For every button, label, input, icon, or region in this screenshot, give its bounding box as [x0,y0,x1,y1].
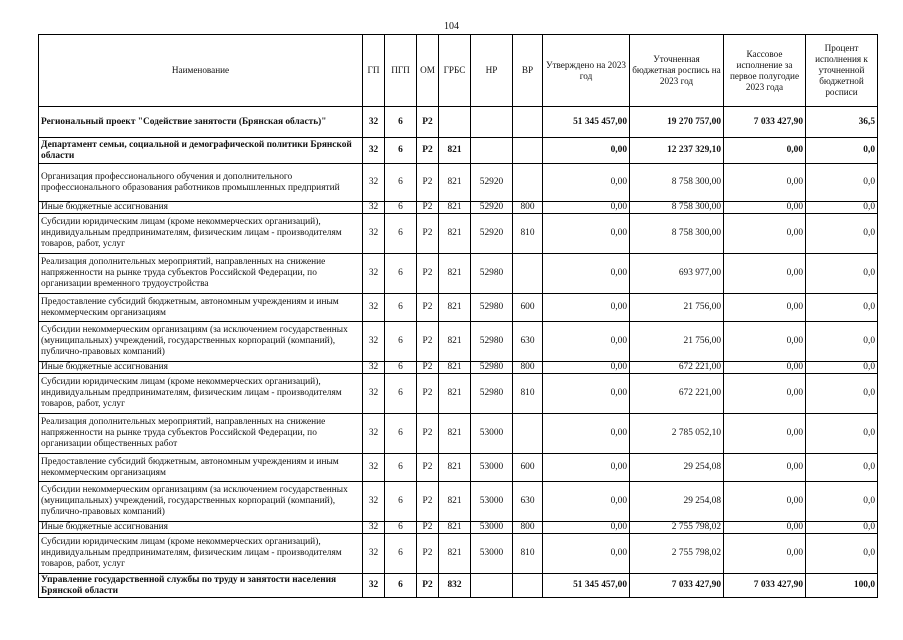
cell-om: P2 [417,414,439,454]
cell-nr [471,107,513,138]
cell-grbs: 821 [439,414,471,454]
cell-refined: 7 033 427,90 [630,574,724,598]
cell-grbs [439,107,471,138]
cell-refined: 21 756,00 [630,294,724,322]
cell-vr [513,254,543,294]
cell-vr: 800 [513,362,543,374]
cell-om: P2 [417,214,439,254]
cell-gp: 32 [363,414,385,454]
table-row [39,322,878,362]
cell-gp: 32 [363,164,385,202]
cell-om: P2 [417,362,439,374]
cell-gp: 32 [363,214,385,254]
cell-pgp: 6 [385,362,417,374]
cell-om: P2 [417,454,439,482]
cell-om: P2 [417,202,439,214]
cell-refined: 29 254,08 [630,482,724,522]
cell-approved: 0,00 [543,374,630,414]
cell-om: P2 [417,574,439,598]
header-grbs: ГРБС [439,35,471,107]
cell-grbs: 821 [439,202,471,214]
cell-pgp: 6 [385,322,417,362]
cell-grbs: 821 [439,138,471,164]
cell-percent: 0,0 [806,454,878,482]
cell-cash: 0,00 [724,138,806,164]
cell-pgp: 6 [385,138,417,164]
cell-cash: 0,00 [724,362,806,374]
cell-gp: 32 [363,534,385,574]
cell-pgp: 6 [385,202,417,214]
header-approved: Утверждено на 2023 год [543,35,630,107]
cell-om: P2 [417,254,439,294]
cell-gp: 32 [363,374,385,414]
table-row [39,254,878,294]
cell-nr: 53000 [471,534,513,574]
cell-refined: 2 755 798,02 [630,522,724,534]
cell-grbs: 821 [439,214,471,254]
cell-vr: 810 [513,214,543,254]
cell-vr: 810 [513,374,543,414]
budget-table [38,34,878,598]
cell-vr [513,138,543,164]
cell-gp: 32 [363,138,385,164]
cell-vr [513,164,543,202]
cell-percent: 36,5 [806,107,878,138]
cell-name: Субсидии некоммерческим организациям (за исключением государственных (муниципальных) учреждений, государственных корпораций (компаний), публично-правовых компаний) [39,482,363,522]
table-row [39,414,878,454]
cell-grbs: 821 [439,322,471,362]
cell-nr: 52920 [471,214,513,254]
cell-percent: 0,0 [806,534,878,574]
cell-cash: 0,00 [724,164,806,202]
cell-name: Департамент семьи, социальной и демографической политики Брянской области [39,138,363,164]
cell-approved: 0,00 [543,322,630,362]
cell-name: Субсидии некоммерческим организациям (за исключением государственных (муниципальных) учреждений, государственных корпораций (компаний), публично-правовых компаний) [39,322,363,362]
cell-percent: 0,0 [806,294,878,322]
cell-om: P2 [417,522,439,534]
table-body [39,107,878,598]
cell-name: Иные бюджетные ассигнования [39,522,363,534]
cell-om: P2 [417,374,439,414]
cell-percent: 0,0 [806,254,878,294]
cell-om: P2 [417,164,439,202]
cell-pgp: 6 [385,482,417,522]
cell-vr [513,107,543,138]
cell-cash: 0,00 [724,414,806,454]
cell-om: P2 [417,534,439,574]
cell-gp: 32 [363,107,385,138]
cell-approved: 0,00 [543,534,630,574]
cell-approved: 0,00 [543,164,630,202]
table-row [39,362,878,374]
header-name: Наименование [39,35,363,107]
cell-percent: 0,0 [806,522,878,534]
table-row [39,454,878,482]
cell-nr: 52920 [471,164,513,202]
table-row [39,574,878,598]
cell-approved: 51 345 457,00 [543,574,630,598]
cell-pgp: 6 [385,522,417,534]
cell-grbs: 821 [439,362,471,374]
cell-percent: 0,0 [806,374,878,414]
cell-gp: 32 [363,254,385,294]
cell-nr: 53000 [471,482,513,522]
cell-pgp: 6 [385,414,417,454]
cell-cash: 0,00 [724,202,806,214]
cell-nr: 53000 [471,414,513,454]
cell-name: Субсидии юридическим лицам (кроме некоммерческих организаций), индивидуальным предпринимателям, физическим лицам - производителям товаров, работ, услуг [39,534,363,574]
cell-grbs: 821 [439,522,471,534]
cell-grbs: 821 [439,374,471,414]
cell-name: Субсидии юридическим лицам (кроме некоммерческих организаций), индивидуальным предпринимателям, физическим лицам - производителям товаров, работ, услуг [39,374,363,414]
cell-nr: 52980 [471,254,513,294]
cell-refined: 693 977,00 [630,254,724,294]
header-gp: ГП [363,35,385,107]
cell-approved: 0,00 [543,362,630,374]
cell-name: Предоставление субсидий бюджетным, автономным учреждениям и иным некоммерческим организациям [39,294,363,322]
cell-pgp: 6 [385,294,417,322]
cell-vr: 800 [513,522,543,534]
cell-cash: 0,00 [724,254,806,294]
cell-grbs: 821 [439,534,471,574]
cell-om: P2 [417,322,439,362]
cell-nr [471,574,513,598]
cell-pgp: 6 [385,574,417,598]
cell-nr: 52980 [471,322,513,362]
cell-approved: 0,00 [543,214,630,254]
cell-refined: 2 755 798,02 [630,534,724,574]
cell-nr: 52980 [471,294,513,322]
cell-percent: 100,0 [806,574,878,598]
cell-om: P2 [417,482,439,522]
cell-name: Реализация дополнительных мероприятий, направленных на снижение напряженности на рынке труда субъектов Российской Федерации, по организации общественных работ [39,414,363,454]
cell-approved: 0,00 [543,254,630,294]
cell-pgp: 6 [385,254,417,294]
cell-grbs: 832 [439,574,471,598]
cell-percent: 0,0 [806,322,878,362]
cell-gp: 32 [363,454,385,482]
cell-name: Управление государственной службы по труду и занятости населения Брянской области [39,574,363,598]
cell-vr: 810 [513,534,543,574]
cell-grbs: 821 [439,164,471,202]
cell-refined: 8 758 300,00 [630,164,724,202]
cell-gp: 32 [363,294,385,322]
cell-grbs: 821 [439,254,471,294]
cell-nr: 52920 [471,202,513,214]
cell-approved: 51 345 457,00 [543,107,630,138]
cell-gp: 32 [363,482,385,522]
cell-cash: 0,00 [724,482,806,522]
cell-name: Реализация дополнительных мероприятий, направленных на снижение напряженности на рынке труда субъектов Российской Федерации, по организации временного трудоустройства [39,254,363,294]
cell-refined: 19 270 757,00 [630,107,724,138]
cell-percent: 0,0 [806,414,878,454]
header-pgp: ПГП [385,35,417,107]
cell-percent: 0,0 [806,214,878,254]
cell-refined: 29 254,08 [630,454,724,482]
table-row [39,138,878,164]
cell-pgp: 6 [385,164,417,202]
cell-approved: 0,00 [543,294,630,322]
cell-percent: 0,0 [806,202,878,214]
cell-nr: 53000 [471,522,513,534]
table-row [39,107,878,138]
header-refined: Уточненная бюджетная роспись на 2023 год [630,35,724,107]
cell-vr: 800 [513,202,543,214]
cell-cash: 0,00 [724,322,806,362]
cell-percent: 0,0 [806,138,878,164]
cell-vr: 600 [513,454,543,482]
cell-nr: 53000 [471,454,513,482]
cell-gp: 32 [363,574,385,598]
cell-approved: 0,00 [543,138,630,164]
cell-cash: 7 033 427,90 [724,107,806,138]
cell-name: Предоставление субсидий бюджетным, автономным учреждениям и иным некоммерческим организациям [39,454,363,482]
cell-gp: 32 [363,202,385,214]
table-row [39,534,878,574]
cell-om: P2 [417,107,439,138]
cell-percent: 0,0 [806,164,878,202]
cell-refined: 672 221,00 [630,374,724,414]
cell-refined: 8 758 300,00 [630,214,724,254]
cell-approved: 0,00 [543,482,630,522]
cell-name: Субсидии юридическим лицам (кроме некоммерческих организаций), индивидуальным предпринимателям, физическим лицам - производителям товаров, работ, услуг [39,214,363,254]
cell-cash: 0,00 [724,374,806,414]
cell-pgp: 6 [385,214,417,254]
table-row [39,522,878,534]
cell-cash: 0,00 [724,214,806,254]
cell-vr: 600 [513,294,543,322]
cell-nr: 52980 [471,362,513,374]
cell-vr [513,574,543,598]
cell-pgp: 6 [385,107,417,138]
cell-approved: 0,00 [543,454,630,482]
cell-name: Иные бюджетные ассигнования [39,202,363,214]
cell-name: Организация профессионального обучения и дополнительного профессионального образования работников промышленных предприятий [39,164,363,202]
cell-cash: 7 033 427,90 [724,574,806,598]
cell-gp: 32 [363,362,385,374]
cell-grbs: 821 [439,454,471,482]
table-row [39,214,878,254]
cell-pgp: 6 [385,374,417,414]
cell-nr: 52980 [471,374,513,414]
cell-cash: 0,00 [724,294,806,322]
cell-vr: 630 [513,322,543,362]
cell-refined: 2 785 052,10 [630,414,724,454]
cell-percent: 0,0 [806,482,878,522]
header-percent: Процент исполнения к уточненной бюджетной росписи [806,35,878,107]
header-nr: НР [471,35,513,107]
table-row [39,202,878,214]
cell-percent: 0,0 [806,362,878,374]
cell-refined: 8 758 300,00 [630,202,724,214]
cell-om: P2 [417,294,439,322]
table-row [39,294,878,322]
cell-pgp: 6 [385,454,417,482]
cell-name: Иные бюджетные ассигнования [39,362,363,374]
cell-refined: 21 756,00 [630,322,724,362]
cell-approved: 0,00 [543,414,630,454]
table-header-row [39,35,878,107]
cell-cash: 0,00 [724,454,806,482]
header-om: ОМ [417,35,439,107]
cell-gp: 32 [363,522,385,534]
table-row [39,164,878,202]
header-vr: ВР [513,35,543,107]
cell-nr [471,138,513,164]
table-row [39,374,878,414]
cell-cash: 0,00 [724,534,806,574]
cell-grbs: 821 [439,294,471,322]
table-row [39,482,878,522]
cell-gp: 32 [363,322,385,362]
cell-approved: 0,00 [543,522,630,534]
cell-vr [513,414,543,454]
cell-om: P2 [417,138,439,164]
cell-cash: 0,00 [724,522,806,534]
cell-pgp: 6 [385,534,417,574]
header-cash: Кассовое исполнение за первое полугодие 2023 года [724,35,806,107]
cell-vr: 630 [513,482,543,522]
cell-refined: 672 221,00 [630,362,724,374]
cell-refined: 12 237 329,10 [630,138,724,164]
cell-name: Региональный проект "Содействие занятости (Брянская область)" [39,107,363,138]
cell-grbs: 821 [439,482,471,522]
cell-approved: 0,00 [543,202,630,214]
page-number: 104 [444,21,459,32]
